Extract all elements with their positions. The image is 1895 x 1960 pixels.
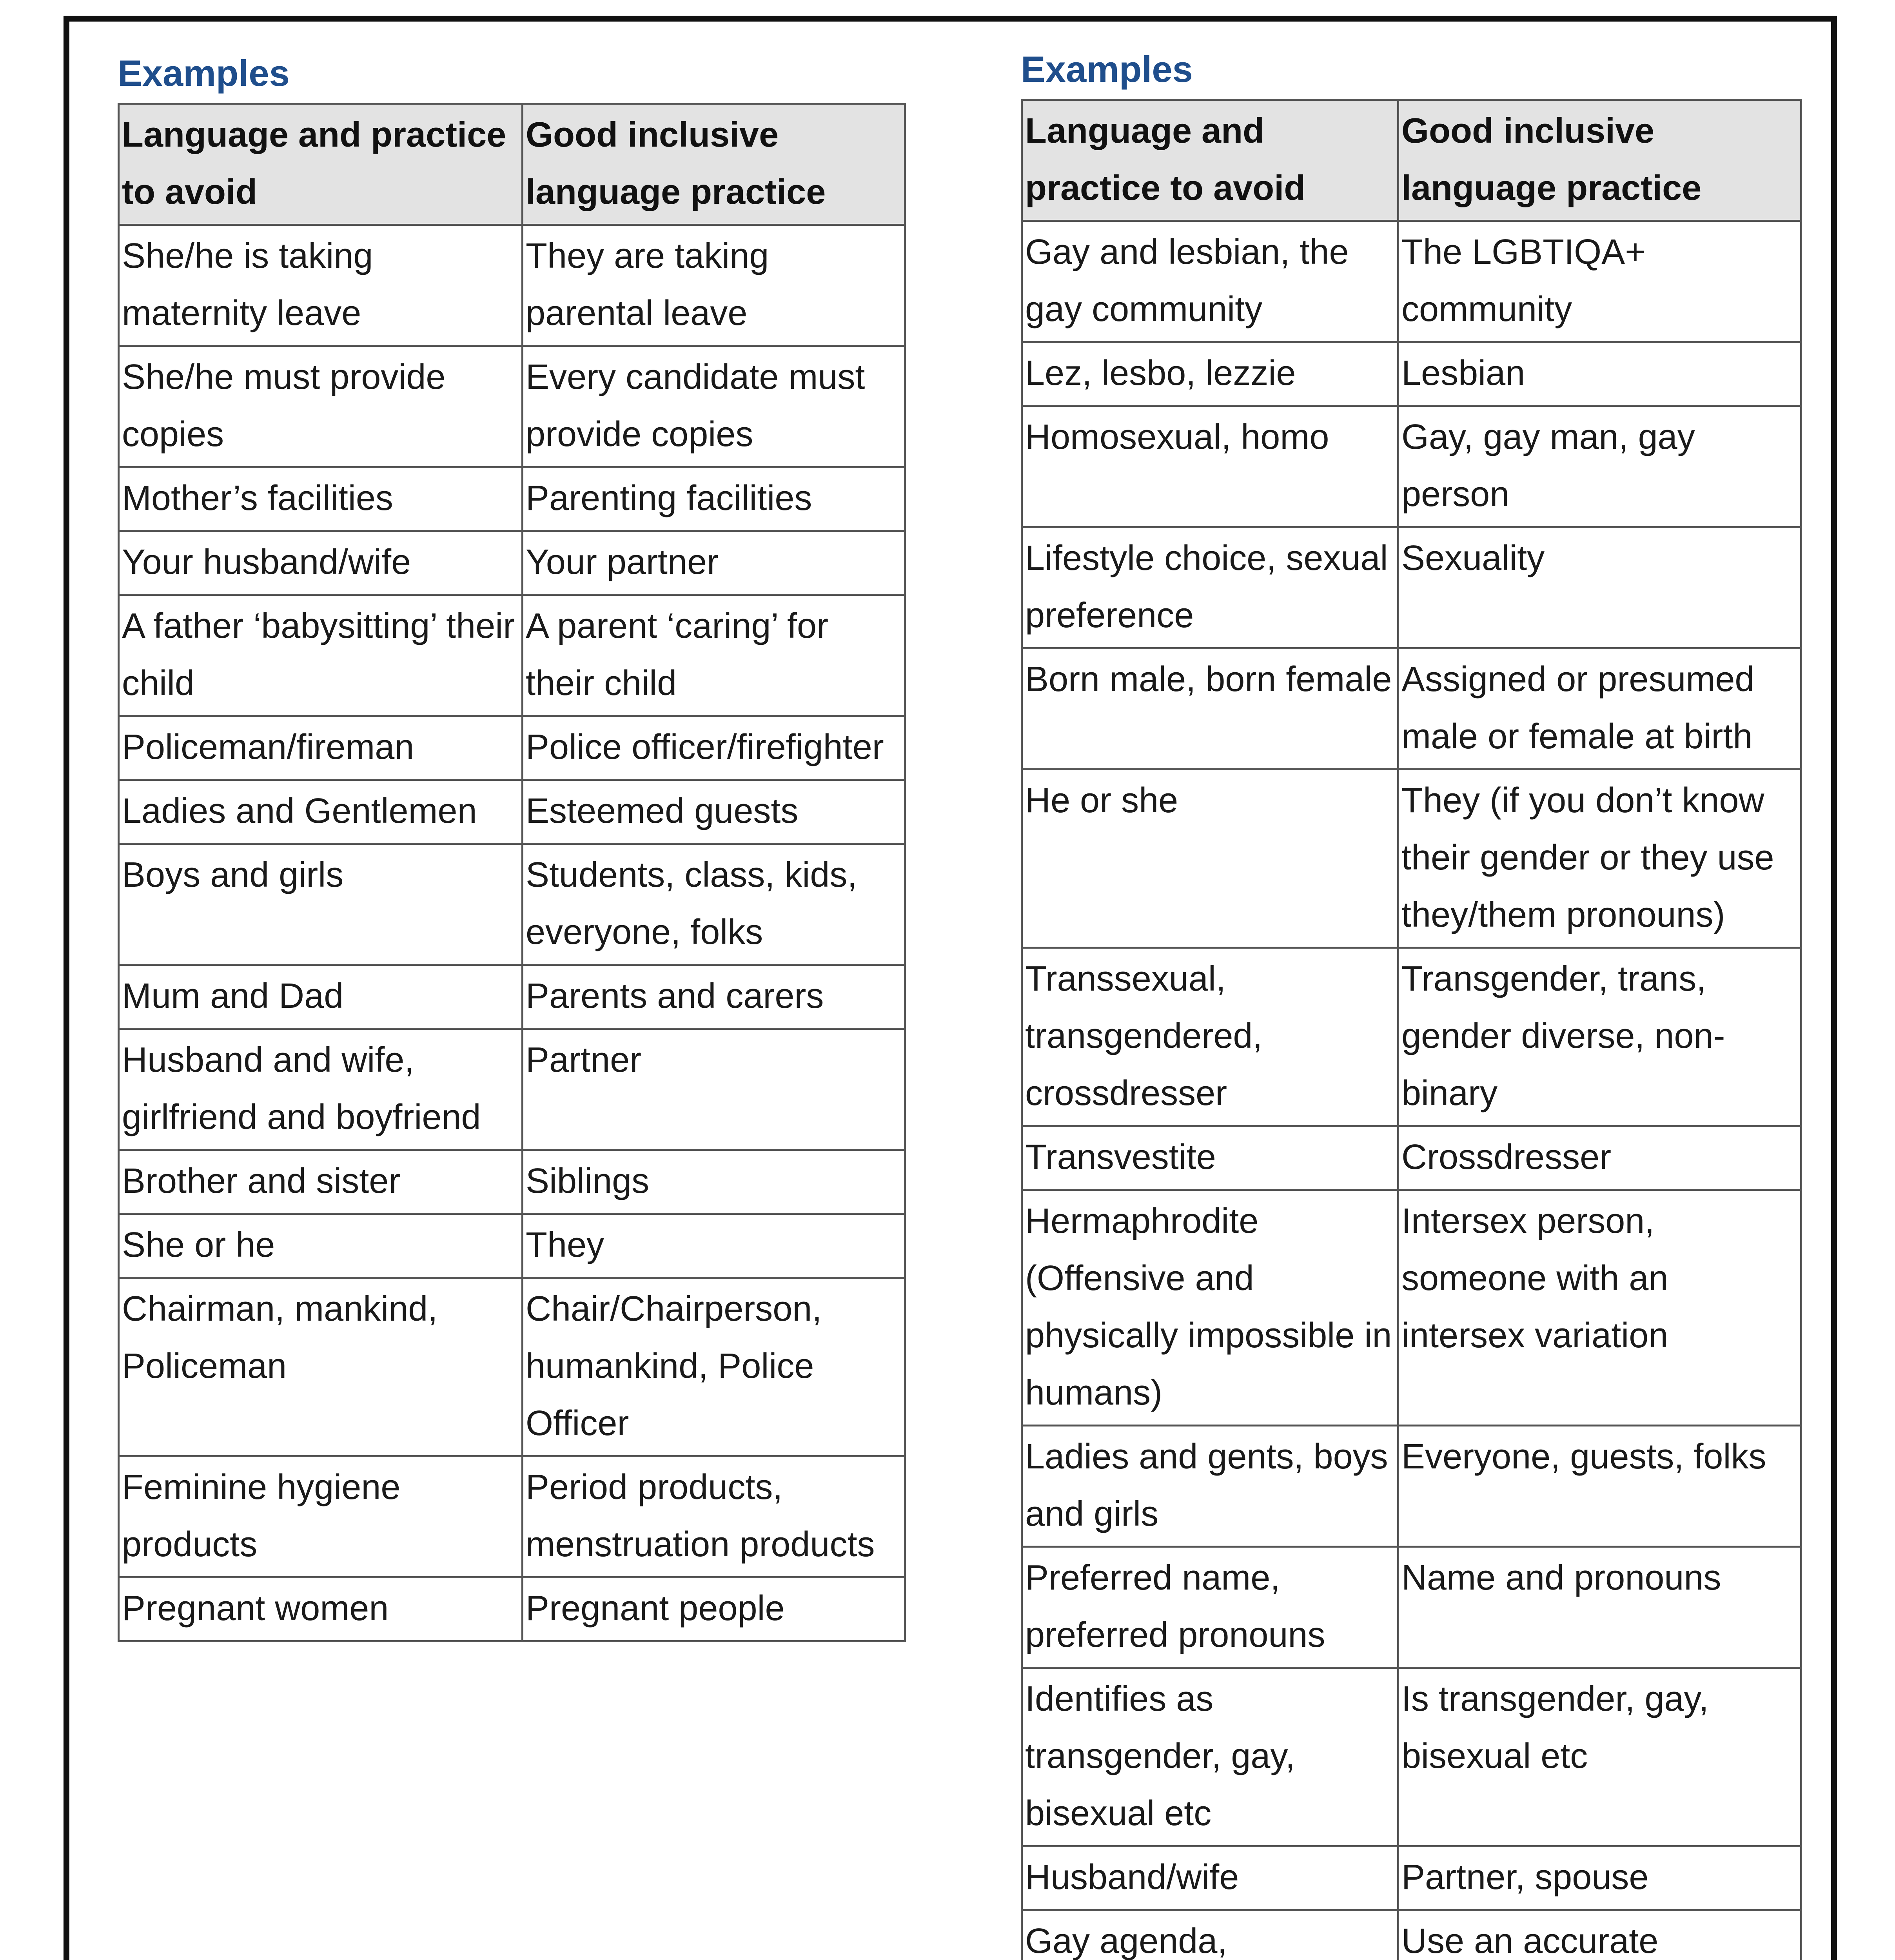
table-row <box>119 1150 905 1214</box>
avoid-cell: She/he must provide copies <box>119 346 523 467</box>
avoid-cell: Your husband/wife <box>119 531 523 595</box>
right-examples-table <box>1021 99 1802 1960</box>
avoid-cell: Transvestite <box>1022 1126 1398 1190</box>
table-row <box>1022 1846 1801 1910</box>
avoid-cell: Gay and lesbian, the gay community <box>1022 221 1398 342</box>
table-row <box>119 1456 905 1577</box>
inclusive-cell: Gay, gay man, gay person <box>1398 406 1801 527</box>
inclusive-cell: They (if you don’t know their gender or they use they/them pronouns) <box>1398 769 1801 948</box>
avoid-cell: Transsexual, transgendered, crossdresser <box>1022 948 1398 1126</box>
avoid-cell: Preferred name, preferred pronouns <box>1022 1547 1398 1668</box>
table-row <box>1022 1910 1801 1960</box>
avoid-cell: Husband/wife <box>1022 1846 1398 1910</box>
inclusive-cell: Esteemed guests <box>523 780 905 844</box>
table-row <box>119 1577 905 1641</box>
inclusive-cell: Partner <box>523 1029 905 1150</box>
table-row <box>1022 342 1801 406</box>
left-examples-section <box>118 48 904 1642</box>
table-row <box>1022 1668 1801 1846</box>
table-row <box>119 467 905 531</box>
right-header-avoid: Language and practice to avoid <box>1022 100 1398 221</box>
right-section-title: Examples <box>1021 49 1193 90</box>
table-row <box>119 1214 905 1278</box>
avoid-cell: He or she <box>1022 769 1398 948</box>
table-row <box>1022 1547 1801 1668</box>
table-row <box>1022 948 1801 1126</box>
avoid-cell: Husband and wife, girlfriend and boyfriend <box>119 1029 523 1150</box>
avoid-cell: Boys and girls <box>119 844 523 965</box>
table-row <box>119 844 905 965</box>
avoid-cell: Policeman/fireman <box>119 716 523 780</box>
table-row <box>1022 527 1801 648</box>
avoid-cell: She/he is taking maternity leave <box>119 225 523 346</box>
left-header-inclusive: Good inclusive language practice <box>523 104 905 225</box>
inclusive-cell: Police officer/firefighter <box>523 716 905 780</box>
right-examples-section <box>1021 44 1800 1960</box>
avoid-cell: Chairman, mankind, Policeman <box>119 1278 523 1456</box>
avoid-cell: Lez, lesbo, lezzie <box>1022 342 1398 406</box>
inclusive-cell: Your partner <box>523 531 905 595</box>
avoid-cell: Homosexual, homo <box>1022 406 1398 527</box>
inclusive-cell: Pregnant people <box>523 1577 905 1641</box>
inclusive-cell: Partner, spouse <box>1398 1846 1801 1910</box>
avoid-cell: Gay agenda, <box>1022 1910 1398 1960</box>
table-row <box>119 1278 905 1456</box>
inclusive-cell: The LGBTIQA+ community <box>1398 221 1801 342</box>
table-row <box>1022 1190 1801 1426</box>
table-row <box>119 716 905 780</box>
avoid-cell: Ladies and gents, boys and girls <box>1022 1426 1398 1547</box>
table-row <box>1022 406 1801 527</box>
avoid-cell: Lifestyle choice, sexual preference <box>1022 527 1398 648</box>
inclusive-cell: Chair/Chairperson, humankind, Police Officer <box>523 1278 905 1456</box>
inclusive-cell: Use an accurate <box>1398 1910 1801 1960</box>
inclusive-cell: Period products, menstruation products <box>523 1456 905 1577</box>
avoid-cell: Mum and Dad <box>119 965 523 1029</box>
inclusive-cell: Assigned or presumed male or female at birth <box>1398 648 1801 769</box>
avoid-cell: Identifies as transgender, gay, bisexual etc <box>1022 1668 1398 1846</box>
left-header-avoid: Language and practice to avoid <box>119 104 523 225</box>
table-row <box>119 531 905 595</box>
left-header-row <box>119 104 905 225</box>
right-header-inclusive: Good inclusive language practice <box>1398 100 1801 221</box>
table-row <box>1022 221 1801 342</box>
avoid-cell: She or he <box>119 1214 523 1278</box>
inclusive-cell: Students, class, kids, everyone, folks <box>523 844 905 965</box>
table-row <box>119 595 905 716</box>
inclusive-cell: Name and pronouns <box>1398 1547 1801 1668</box>
right-header-row <box>1022 100 1801 221</box>
table-row <box>1022 1426 1801 1547</box>
inclusive-cell: Intersex person, someone with an intersex variation <box>1398 1190 1801 1426</box>
inclusive-cell: A parent ‘caring’ for their child <box>523 595 905 716</box>
table-row <box>119 225 905 346</box>
table-row <box>1022 648 1801 769</box>
inclusive-cell: Crossdresser <box>1398 1126 1801 1190</box>
table-row <box>1022 769 1801 948</box>
inclusive-cell: Lesbian <box>1398 342 1801 406</box>
inclusive-cell: Parenting facilities <box>523 467 905 531</box>
avoid-cell: Feminine hygiene products <box>119 1456 523 1577</box>
inclusive-cell: Siblings <box>523 1150 905 1214</box>
inclusive-cell: Transgender, trans, gender diverse, non-binary <box>1398 948 1801 1126</box>
avoid-cell: Brother and sister <box>119 1150 523 1214</box>
avoid-cell: Ladies and Gentlemen <box>119 780 523 844</box>
table-row <box>1022 1126 1801 1190</box>
inclusive-cell: They <box>523 1214 905 1278</box>
inclusive-cell: Everyone, guests, folks <box>1398 1426 1801 1547</box>
left-examples-table <box>118 103 906 1642</box>
table-row <box>119 780 905 844</box>
inclusive-cell: Sexuality <box>1398 527 1801 648</box>
inclusive-cell: Parents and carers <box>523 965 905 1029</box>
inclusive-cell: Is transgender, gay, bisexual etc <box>1398 1668 1801 1846</box>
inclusive-cell: Every candidate must provide copies <box>523 346 905 467</box>
avoid-cell: Born male, born female <box>1022 648 1398 769</box>
avoid-cell: Pregnant women <box>119 1577 523 1641</box>
table-row <box>119 346 905 467</box>
avoid-cell: Mother’s facilities <box>119 467 523 531</box>
inclusive-cell: They are taking parental leave <box>523 225 905 346</box>
avoid-cell: Hermaphrodite (Offensive and physically impossible in humans) <box>1022 1190 1398 1426</box>
table-row <box>119 1029 905 1150</box>
left-section-title: Examples <box>118 53 290 94</box>
table-row <box>119 965 905 1029</box>
avoid-cell: A father ‘babysitting’ their child <box>119 595 523 716</box>
